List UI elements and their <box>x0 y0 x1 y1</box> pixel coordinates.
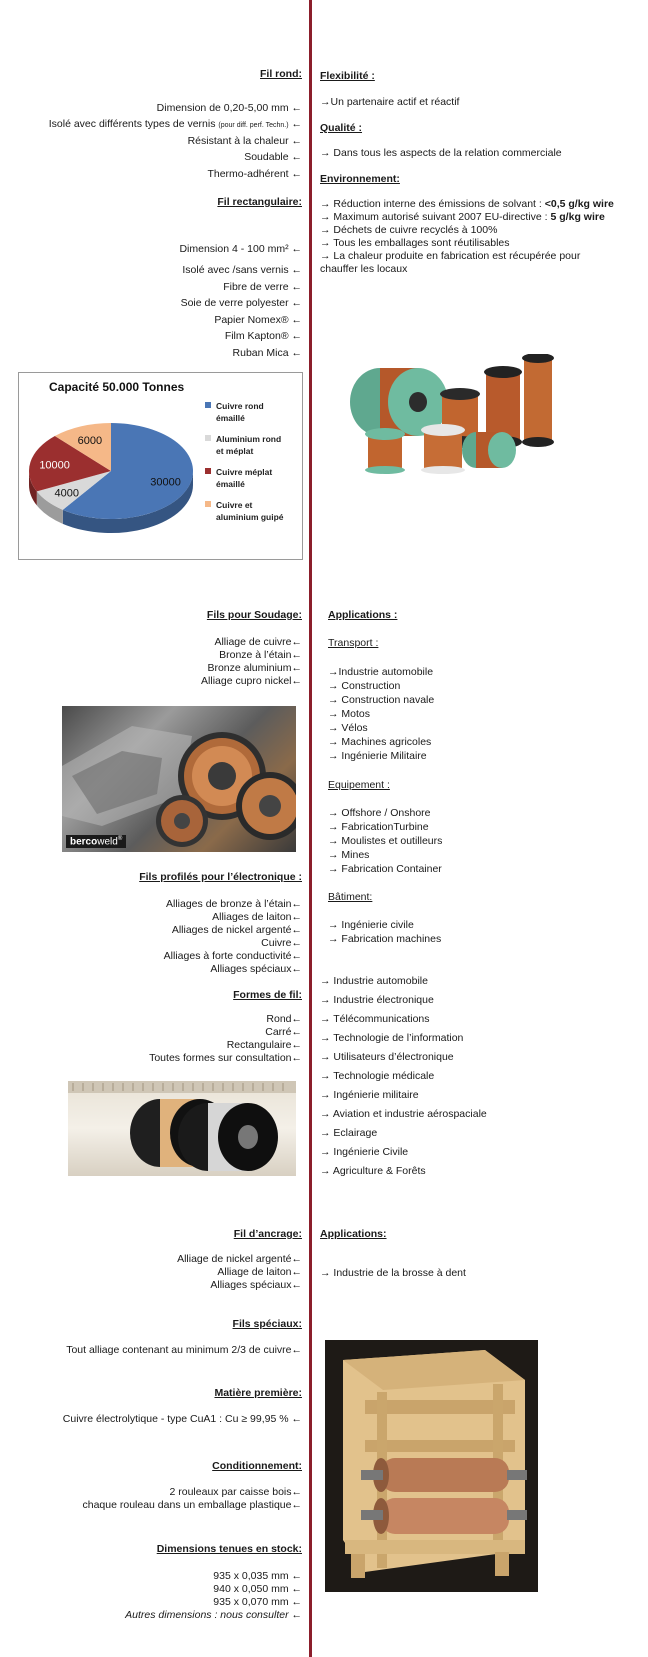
copper-spools-image <box>340 354 555 474</box>
electronique-item: Alliages de bronze à l’étain← <box>166 898 302 910</box>
stock-item: 935 x 0,035 mm ← <box>213 1570 302 1582</box>
pie-label-1: 4000 <box>54 487 80 500</box>
pie-label-3: 6000 <box>77 434 103 447</box>
soudage-item: Bronze aluminium← <box>207 662 302 674</box>
env-item: → Réduction interne des émissions de solvant : <0,5 g/kg wire <box>320 198 614 210</box>
stock-item: 935 x 0,070 mm ← <box>213 1596 302 1608</box>
fil-rond-item: Thermo-adhérent ← <box>207 168 302 180</box>
fil-rect-item: Isolé avec /sans vernis ← <box>182 264 302 276</box>
apps2-item: → Ingénierie militaire <box>320 1089 419 1101</box>
equipement-item: → Offshore / Onshore <box>328 807 431 819</box>
welding-spools-image <box>62 706 296 852</box>
env-item: → Déchets de cuivre recyclés à 100% <box>320 224 498 236</box>
speciaux-item: Tout alliage contenant au minimum 2/3 de cuivre← <box>66 1344 302 1356</box>
fil-rond-isole: Isolé avec différents types de vernis (pour diff. perf. Techn.) ← <box>48 118 302 130</box>
transport-item: → Construction <box>328 680 401 692</box>
electronique-item: Cuivre← <box>261 937 302 949</box>
batiment-item: → Fabrication machines <box>328 933 442 945</box>
apps1-title: Applications : <box>328 609 398 621</box>
capacity-pie-svg <box>19 373 302 559</box>
soudage-item: Alliage de cuivre← <box>214 636 302 648</box>
fil-rect-dimension: Dimension 4 - 100 mm² ← <box>179 243 302 255</box>
bercoweld-photo <box>62 706 296 852</box>
fil-rect-item: Soie de verre polyester ← <box>180 297 302 309</box>
fil-rond-item: Soudable ← <box>244 151 302 163</box>
qualite-item: → Dans tous les aspects de la relation commerciale <box>320 147 562 159</box>
transport-title: Transport : <box>328 637 379 649</box>
pie-label-0: 30000 <box>150 476 181 489</box>
transport-item: → Motos <box>328 708 371 720</box>
spools-photo <box>68 1081 296 1176</box>
formes-title: Formes de fil: <box>233 989 302 1001</box>
fil-rond-title: Fil rond: <box>260 68 302 80</box>
env-item: → La chaleur produite en fabrication est récupérée pour <box>320 250 581 262</box>
equipement-item: → FabricationTurbine <box>328 821 429 833</box>
two-spools-image <box>68 1081 296 1176</box>
apps2-item: → Technologie médicale <box>320 1070 435 1082</box>
apps2-item: → Télécommunications <box>320 1013 430 1025</box>
electronique-item: Alliages à forte conductivité← <box>163 950 302 962</box>
legend-swatch-0 <box>205 402 211 408</box>
fil-rond-item: Dimension de 0,20-5,00 mm ← <box>156 102 302 114</box>
formes-item: Rond← <box>266 1013 302 1025</box>
fil-rect-item: Ruban Mica ← <box>232 347 302 359</box>
conditionnement-item: chaque rouleau dans un emballage plastique← <box>82 1499 302 1511</box>
matiere-title: Matière première: <box>214 1387 302 1399</box>
center-divider <box>309 0 312 1657</box>
legend-label-3: Cuivre et aluminium guipé <box>216 500 284 522</box>
apps2-item: → Aviation et industrie aérospaciale <box>320 1108 487 1120</box>
apps2-item: → Technologie de l’information <box>320 1032 464 1044</box>
flex-title: Flexibilité : <box>320 70 375 82</box>
equipement-title: Equipement : <box>328 779 390 791</box>
legend-swatch-1 <box>205 435 211 441</box>
equipement-item: → Fabrication Container <box>328 863 442 875</box>
formes-item: Toutes formes sur consultation← <box>149 1052 302 1064</box>
fil-rect-item: Film Kapton® ← <box>224 330 302 342</box>
legend-swatch-3 <box>205 501 211 507</box>
copper-spools-photo <box>340 354 555 474</box>
transport-item: →Industrie automobile <box>328 666 434 678</box>
batiment-item: → Ingénierie civile <box>328 919 414 931</box>
apps2-item: → Agriculture & Forêts <box>320 1165 426 1177</box>
env-item: → Maximum autorisé suivant 2007 EU-directive : 5 g/kg wire <box>320 211 605 223</box>
fil-rect-item: Papier Nomex® ← <box>214 314 302 326</box>
wooden-crate-image <box>325 1340 538 1592</box>
chart-legend <box>205 401 284 522</box>
ancrage-item: Alliages spéciaux← <box>210 1279 302 1291</box>
apps2-item: → Ingénierie Civile <box>320 1146 409 1158</box>
ancrage-item: Alliage de laiton← <box>217 1266 302 1278</box>
soudage-title: Fils pour Soudage: <box>206 609 302 621</box>
soudage-item: Alliage cupro nickel← <box>201 675 302 687</box>
legend-label-1: Aluminium rond et méplat <box>216 434 282 456</box>
transport-item: → Construction navale <box>328 694 435 706</box>
apps2-item: → Industrie électronique <box>320 994 434 1006</box>
legend-label-0: Cuivre rond émaillé <box>216 401 264 423</box>
env-item-continued: chauffer les locaux <box>320 263 408 275</box>
stock-item: Autres dimensions : nous consulter ← <box>125 1609 302 1621</box>
apps3-item: → Industrie de la brosse à dent <box>320 1267 466 1279</box>
ancrage-item: Alliage de nickel argenté← <box>177 1253 302 1265</box>
conditionnement-item: 2 rouleaux par caisse bois← <box>169 1486 302 1498</box>
env-title: Environnement: <box>320 173 400 185</box>
transport-item: → Machines agricoles <box>328 736 432 748</box>
equipement-item: → Moulistes et outilleurs <box>328 835 443 847</box>
conditionnement-title: Conditionnement: <box>212 1460 302 1472</box>
apps3-title: Applications: <box>320 1228 387 1240</box>
formes-item: Carré← <box>265 1026 302 1038</box>
fil-rect-item: Fibre de verre ← <box>223 281 302 293</box>
stock-item: 940 x 0,050 mm ← <box>213 1583 302 1595</box>
speciaux-title: Fils spéciaux: <box>232 1318 302 1330</box>
batiment-title: Bâtiment: <box>328 891 373 903</box>
electronique-item: Alliages spéciaux← <box>210 963 302 975</box>
pie-label-2: 10000 <box>39 459 70 472</box>
crate-photo <box>325 1340 538 1592</box>
apps2-item: → Utilisateurs d’électronique <box>320 1051 454 1063</box>
chart-title: Capacité 50.000 Tonnes <box>49 380 185 394</box>
transport-item: → Vélos <box>328 722 368 734</box>
flex-item: →Un partenaire actif et réactif <box>320 96 460 108</box>
env-item: → Tous les emballages sont réutilisables <box>320 237 510 249</box>
qualite-title: Qualité : <box>320 122 363 134</box>
apps2-item: → Industrie automobile <box>320 975 428 987</box>
fil-rond-item: Résistant à la chaleur ← <box>187 135 302 147</box>
matiere-item: Cuivre électrolytique - type CuA1 : Cu ≥ 99,95 % ← <box>62 1413 302 1425</box>
stock-title: Dimensions tenues en stock: <box>156 1543 302 1555</box>
electronique-item: Alliages de laiton← <box>212 911 302 923</box>
transport-item: → Ingénierie Militaire <box>328 750 427 762</box>
electronique-title: Fils profilés pour l’électronique : <box>139 871 302 883</box>
electronique-item: Alliages de nickel argenté← <box>171 924 302 936</box>
equipement-item: → Mines <box>328 849 370 861</box>
capacity-chart <box>18 372 303 560</box>
ancrage-title: Fil d’ancrage: <box>233 1228 302 1240</box>
formes-item: Rectangulaire← <box>226 1039 302 1051</box>
fil-rect-title: Fil rectangulaire: <box>217 196 302 208</box>
legend-swatch-2 <box>205 468 211 474</box>
soudage-item: Bronze à l’étain← <box>219 649 302 661</box>
apps2-item: → Eclairage <box>320 1127 378 1139</box>
bercoweld-logo: bercoweld® <box>66 835 126 848</box>
legend-label-2: Cuivre méplat émaillé <box>216 467 273 489</box>
